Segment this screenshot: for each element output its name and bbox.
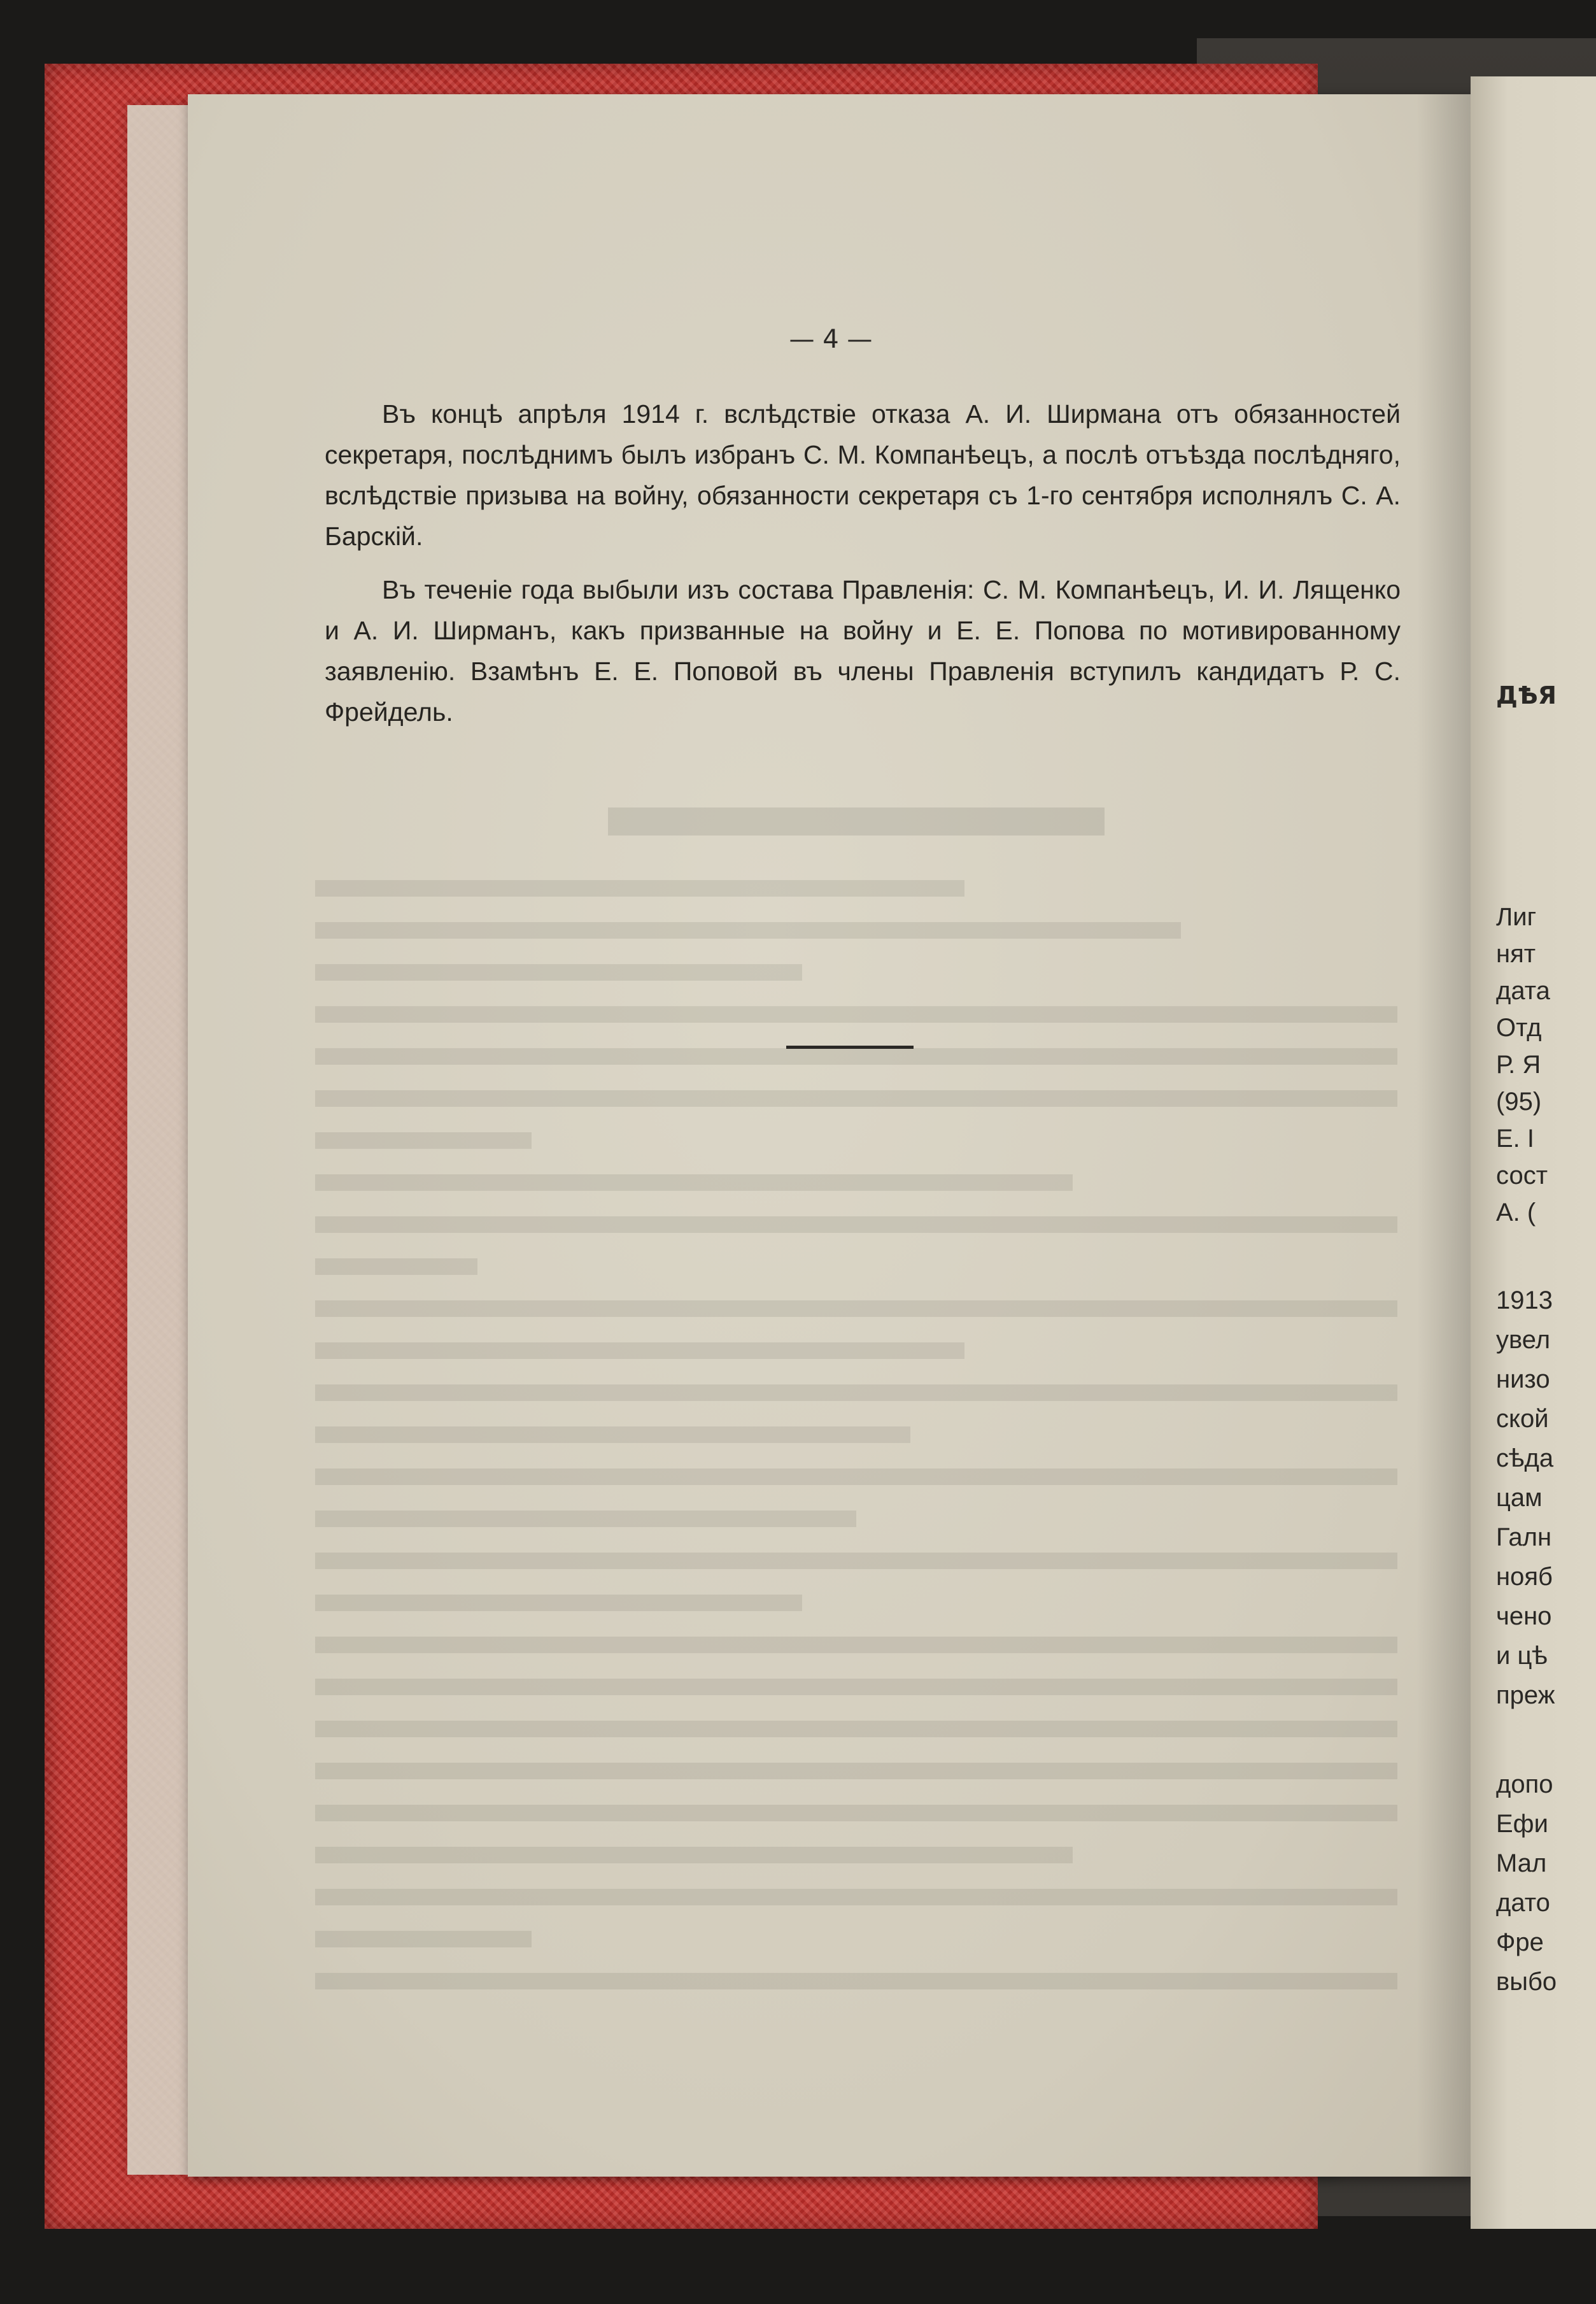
facing-fragment: А. (	[1496, 1198, 1536, 1227]
facing-fragment: Е. I	[1496, 1125, 1535, 1153]
facing-fragment: увел	[1496, 1326, 1551, 1354]
page-number: — 4 —	[789, 325, 873, 354]
facing-fragment: ской	[1496, 1405, 1549, 1433]
facing-fragment: нят	[1496, 940, 1536, 968]
facing-fragment: низо	[1496, 1365, 1550, 1393]
facing-fragment: Отд	[1496, 1014, 1542, 1042]
section-separator-rule	[786, 1046, 914, 1049]
facing-fragment: нояб	[1496, 1563, 1553, 1591]
facing-fragment: сост	[1496, 1162, 1548, 1190]
facing-fragment: допо	[1496, 1770, 1553, 1798]
facing-fragment: дата	[1496, 977, 1550, 1005]
facing-fragment: чено	[1496, 1602, 1552, 1630]
facing-fragment: 1913	[1496, 1286, 1553, 1314]
paragraph-board-changes: Въ теченіе года выбыли изъ состава Правленія: С. М. Компанѣецъ, И. И. Лященко и А. И. Ширманъ, какъ призванные на войну и Е. Е. Попова по мотивированному заявленію. Взамѣнъ Е. Е. Поповой въ члены Правленія вступилъ кандидатъ Р. С. Фрейдель.	[325, 575, 1401, 727]
facing-fragment: и цѣ	[1496, 1642, 1548, 1670]
body-text	[325, 394, 1401, 745]
facing-fragment: Ефи	[1496, 1810, 1548, 1838]
facing-fragment: Р. Я	[1496, 1051, 1541, 1079]
facing-fragment: выбо	[1496, 1968, 1557, 1996]
reverse-page-show-through	[315, 807, 1397, 2015]
facing-fragment: (95)	[1496, 1088, 1542, 1116]
facing-fragment: сѣда	[1496, 1444, 1554, 1472]
facing-fragment: Фре	[1496, 1928, 1544, 1956]
facing-fragment: Галн	[1496, 1523, 1552, 1551]
facing-fragment: цам	[1496, 1484, 1543, 1512]
facing-page	[1471, 76, 1596, 2229]
facing-fragment: преж	[1496, 1681, 1555, 1709]
facing-fragment: Лиг	[1496, 903, 1537, 931]
facing-page-heading: ДѢЯ	[1496, 681, 1557, 709]
facing-fragment: дато	[1496, 1889, 1550, 1917]
facing-fragment: Мал	[1496, 1849, 1547, 1877]
paragraph-secretary: Въ концѣ апрѣля 1914 г. вслѣдствіе отказа А. И. Ширмана отъ обязанностей секретаря, послѣднимъ былъ избранъ С. М. Компанѣецъ, а послѣ отъѣзда послѣдняго, вслѣдствіе призыва на войну, обязанности секретаря съ 1-го сентября исполнялъ С. А. Барскій.	[325, 399, 1401, 551]
document-page	[188, 94, 1474, 2177]
